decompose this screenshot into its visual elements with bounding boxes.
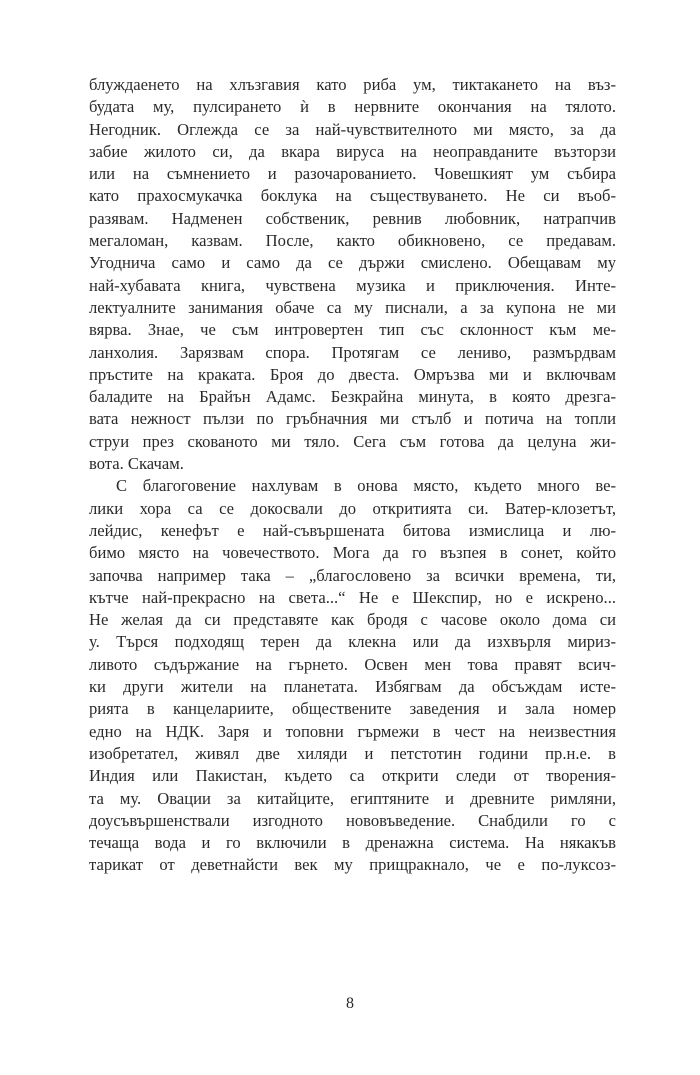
text-line: ки други жители на планетата. Избягвам да обсъждам исте- (89, 677, 616, 697)
text-line: пръстите на краката. Броя до двеста. Омръзва ми и включвам (89, 364, 616, 384)
text-line: изобретател, живял две хиляди и петстотин години пр.н.е. в (89, 743, 616, 763)
body-text (89, 74, 616, 877)
text-line: започва например така – „благословено за всички времена, ти, (89, 565, 616, 585)
text-line: забие жилото си, да вкара вируса на неоправданите възторзи (89, 141, 616, 161)
text-line: лейдис, кенефът е най-съвършената битова измислица и лю- (89, 520, 616, 540)
text-line: у. Търся подходящ терен да клекна или да изхвърля мириз- (89, 632, 616, 652)
text-line: та му. Овации за китайците, египтяните и древните римляни, (89, 788, 616, 808)
paragraph-end-line: вота. Скачам. (89, 454, 184, 474)
text-line: Угоднича само и само да се държи смислено. Обещавам му (89, 253, 616, 273)
text-line: Негодник. Оглежда се за най-чувствителното ми място, за да (89, 119, 616, 139)
text-line: бимо място на човечеството. Мога да го възпея в сонет, който (89, 543, 616, 563)
text-line: ливото съдържание на гърнето. Освен мен това правят всич- (89, 654, 616, 674)
text-line: или на съмнението и разочарованието. Човешкият ум събира (89, 164, 616, 184)
text-line: вата нежност пълзи по гръбначния ми стълб и потича на топли (89, 409, 616, 429)
text-line: блуждаенето на хлъзгавия като риба ум, тиктакането на въз- (89, 75, 616, 94)
text-line: мегаломан, казвам. После, както обикновено, се предавам. (89, 231, 616, 251)
text-line: рията в канцелариите, обществените заведения и зала номер (89, 699, 616, 719)
text-line: Индия или Пакистан, където са открити следи от творения- (89, 766, 616, 786)
text-line: будата му, пулсирането ѝ в нервните окончания на тялото. (89, 97, 616, 117)
text-line: разявам. Надменен собственик, ревнив любовник, натрапчив (89, 208, 616, 228)
text-line: вярва. Знае, че съм интровертен тип със склонност към ме- (89, 320, 616, 340)
text-line: струи през скованото ми тяло. Сега съм готова да целуна жи- (89, 431, 616, 451)
page-number: 8 (346, 995, 354, 1012)
text-line: тарикат от деветнайсти век му прищракнало, че е по-луксоз- (89, 855, 616, 875)
text-line: Не желая да си представяте как бродя с часове около дома си (89, 610, 616, 630)
text-line: баладите на Брайън Адамс. Безкрайна минута, в която дрезга- (89, 387, 616, 407)
text-line: едно на НДК. Заря и топовни гърмежи в чест на неизвестния (89, 721, 616, 741)
text-line: най-хубавата книга, чувствена музика и приключения. Инте- (89, 275, 616, 295)
text-line: като прахосмукачка боклука на съществуването. Не си въоб- (89, 186, 616, 206)
text-line: ланхолия. Зарязвам спора. Протягам се лениво, размърдвам (89, 342, 616, 362)
text-line: лики хора са се докосвали до откритията си. Ватер-клозетът, (89, 498, 616, 518)
text-line: течаща вода и го включили в дренажна система. На някакъв (89, 833, 616, 853)
text-line: доусъвършенствали изгодното нововъведение. Снабдили го с (89, 810, 616, 830)
paragraph-start-line: С благоговение нахлувам в онова място, където много ве- (116, 476, 616, 496)
text-line: лектуалните занимания обаче са му писнали, а за купона не ми (89, 297, 616, 317)
text-line: кътче най-прекрасно на света...“ Не е Шекспир, но е искрено... (89, 587, 616, 607)
